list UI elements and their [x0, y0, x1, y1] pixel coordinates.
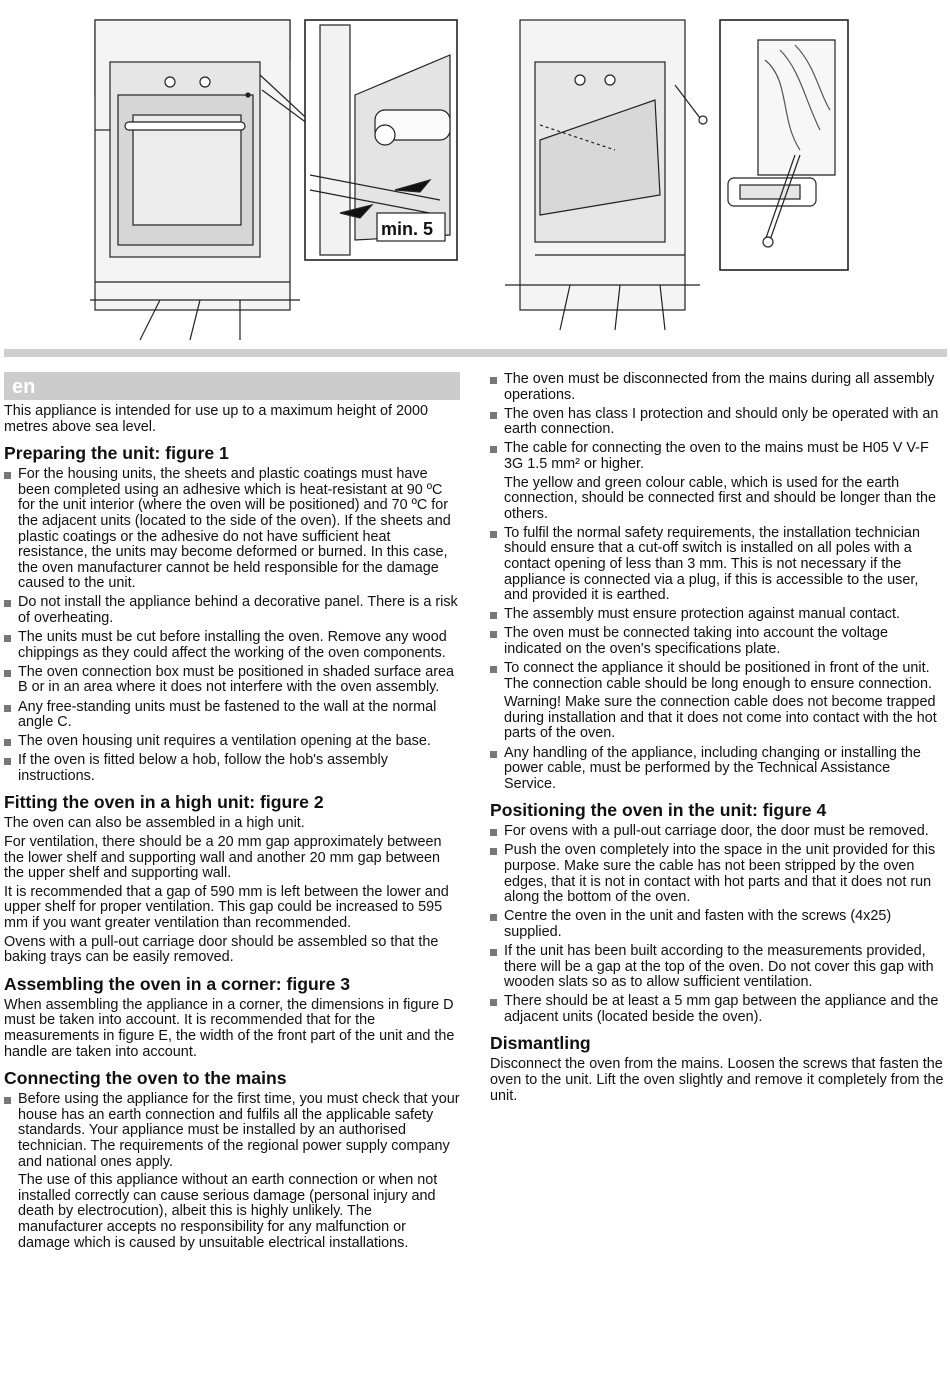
- paragraph: The oven can also be assembled in a high unit.: [4, 815, 305, 832]
- right-column: [490, 372, 946, 1107]
- list-item-subtext: The use of this appliance without an earth connection or when not installed correctly can cause serious damage (personal injury and death by electrocution), albeit this is highly unlikely. The manufacturer accepts no responsibility for any malfunction or damage which is caused by unsuitable electrical installations.: [18, 1172, 438, 1251]
- section-divider: [4, 349, 947, 357]
- list-item: If the oven is fitted below a hob, follow the hob's assembly instructions.: [4, 753, 460, 784]
- paragraph: It is recommended that a gap of 590 mm is left between the lower and upper shelf for proper ventilation. This gap could be increased to 595 mm if you want greater ventilation than recommended.: [4, 883, 449, 932]
- positioning-heading: Positioning the oven in the unit: figure 4: [490, 800, 827, 821]
- list-item: The oven has class I protection and should only be operated with an earth connection.: [490, 407, 946, 438]
- paragraph: Ovens with a pull-out carriage door should be assembled so that the baking trays can be easily removed.: [4, 933, 439, 966]
- list-item-subtext: The yellow and green colour cable, which is used for the earth connection, should be connected first and should be longer than the others.: [504, 474, 937, 522]
- installation-illustration: [0, 0, 950, 345]
- list-item: Any handling of the appliance, including changing or installing the power cable, must be performed by the Technical Assistance Service.: [490, 746, 946, 793]
- list-item-text: Before using the appliance for the first time, you must check that your house has an earth connection and fulfils all the applicable safety standards. Your appliance must be installed by an authorised technician. The requirements of the regional power supply company and national ones apply.: [18, 1091, 460, 1170]
- list-item: The oven connection box must be positioned in shaded surface area B or in an area where it does not interfere with the oven assembly.: [4, 665, 460, 696]
- list-item: The assembly must ensure protection against manual contact.: [490, 607, 946, 623]
- list-item: The oven must be disconnected from the mains during all assembly operations.: [490, 372, 946, 403]
- list-item: Centre the oven in the unit and fasten with the screws (4x25) supplied.: [490, 909, 946, 940]
- list-item-subtext: Warning! Make sure the connection cable does not become trapped during installation and that it does not come into contact with the hot parts of the oven.: [504, 694, 937, 742]
- list-item: There should be at least a 5 mm gap between the appliance and the adjacent units (located beside the oven).: [490, 994, 946, 1025]
- language-bar: [4, 372, 460, 400]
- list-item: Any free-standing units must be fastened to the wall at the normal angle C.: [4, 700, 460, 731]
- list-item: The units must be cut before installing the oven. Remove any wood chippings as they could affect the working of the oven components.: [4, 630, 460, 661]
- paragraph: For ventilation, there should be a 20 mm gap approximately between the lower shelf and supporting wall and another 20 mm gap between the upper shelf and supporting wall.: [4, 834, 442, 882]
- mains-heading: Connecting the oven to the mains: [4, 1068, 287, 1089]
- list-item: [490, 661, 946, 742]
- list-item: [490, 441, 946, 522]
- left-column: [4, 372, 460, 1255]
- list-item: [4, 1092, 460, 1251]
- dismantling-heading: Dismantling: [490, 1033, 591, 1054]
- high-unit-heading: Fitting the oven in a high unit: figure 2: [4, 792, 324, 813]
- right-oven-figure: [505, 20, 707, 330]
- list-item: For ovens with a pull-out carriage door, the door must be removed.: [490, 824, 946, 840]
- list-item: Push the oven completely into the space in the unit provided for this purpose. Make sure the cable has not been stripped by the oven edges, that it is not in contact with hot parts and that it does not run along the bottom of the oven.: [490, 843, 946, 905]
- list-item: Do not install the appliance behind a decorative panel. There is a risk of overheating.: [4, 595, 460, 626]
- min-gap-label: min. 5: [381, 219, 434, 239]
- positioning-list: [490, 824, 946, 1025]
- preparing-list: [4, 467, 460, 784]
- list-item: To fulfil the normal safety requirements, the installation technician should ensure that a cut-off switch is installed on all poles with a contact opening of less than 3 mm. This is not necessary if the appliance is connected via a plug, if this is accessible to the user, and provided it is earthed.: [490, 526, 946, 604]
- list-item: The oven housing unit requires a ventilation opening at the base.: [4, 734, 460, 750]
- mains-list: [4, 1092, 460, 1251]
- paragraph: Disconnect the oven from the mains. Loosen the screws that fasten the oven to the unit. Lift the oven slightly and remove it completely from the unit.: [490, 1056, 944, 1104]
- left-oven-figure: [90, 20, 330, 340]
- list-item: The oven must be connected taking into account the voltage indicated on the oven's specifications plate.: [490, 626, 946, 657]
- language-code: en: [12, 376, 36, 398]
- list-item-text: To connect the appliance it should be positioned in front of the unit. The connection cable should be long enough to ensure connection.: [504, 660, 933, 692]
- mains-list-continued: [490, 372, 946, 792]
- list-item: If the unit has been built according to the measurements provided, there will be a gap at the top of the oven. Do not cover this gap with wooden slats so as to allow sufficient ventilation.: [490, 944, 946, 991]
- list-item-text: The cable for connecting the oven to the mains must be H05 V V-F 3G 1.5 mm² or higher.: [504, 440, 929, 472]
- corner-heading: Assembling the oven in a corner: figure 3: [4, 973, 351, 994]
- list-item: For the housing units, the sheets and plastic coatings must have been completed using an adhesive which is heat-resistant at 90 ºC for the unit interior (where the oven will be positioned) and 70 ºC for the adjacent units (located to the side of the oven). If the sheets and plastic coatings or the adhesive do not have sufficient heat resistance, the units may become deformed or burned. In this case, the oven manufacturer cannot be held responsible for the damage caused to the unit.: [4, 467, 460, 592]
- preparing-heading: Preparing the unit: figure 1: [4, 443, 229, 464]
- wood-detail-figure: [720, 20, 848, 270]
- intro-text: This appliance is intended for use up to a maximum height of 2000 metres above sea level.: [4, 403, 428, 435]
- paragraph: When assembling the appliance in a corner, the dimensions in figure D must be taken into account. It is recommended that for the measurements in figure E, the width of the front part of the unit and the handle are taken into account.: [4, 996, 455, 1060]
